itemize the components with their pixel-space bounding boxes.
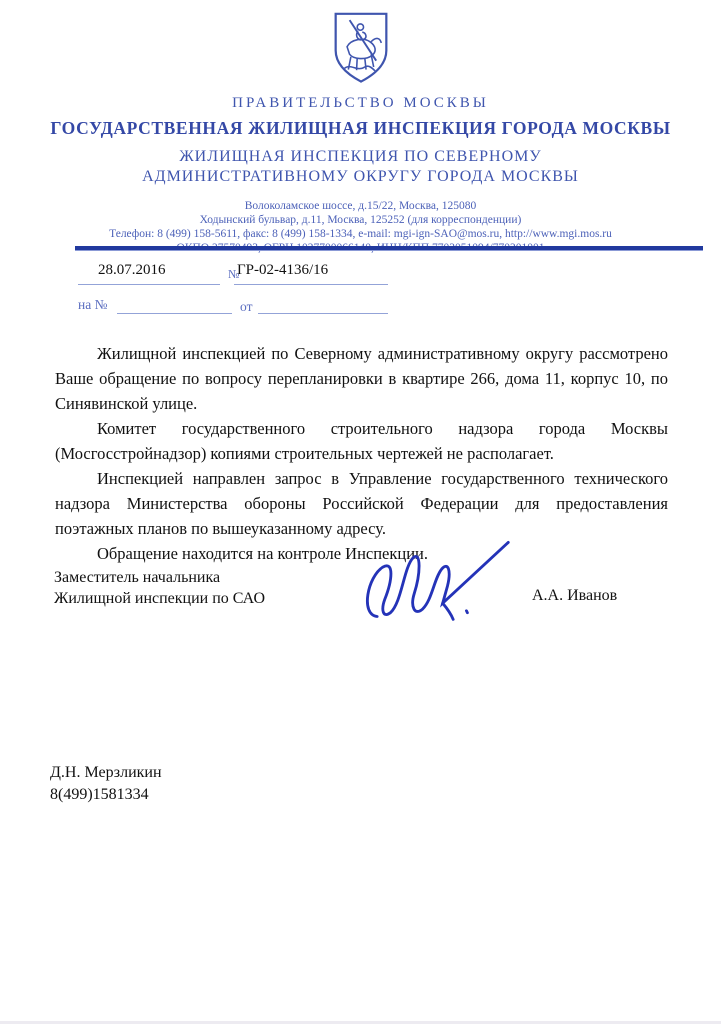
reply-to-label: на № <box>78 297 108 312</box>
reply-from-label: от <box>240 299 253 314</box>
letter-number: ГР-02-4136/16 <box>237 262 329 278</box>
letter-date: 28.07.2016 <box>98 262 166 278</box>
handwritten-signature <box>356 531 518 626</box>
signer-position <box>54 567 265 609</box>
number-underline <box>234 284 388 285</box>
letterhead-divider-rule <box>75 246 703 251</box>
executor-block <box>50 762 162 806</box>
signer-name: А.А. Иванов <box>532 587 618 604</box>
reply-number-underline <box>117 313 232 314</box>
paragraph-4: Обращение находится на контроле Инспекции. <box>97 544 429 563</box>
division-line-1: ЖИЛИЩНАЯ ИНСПЕКЦИЯ ПО СЕВЕРНОМУ <box>179 148 542 165</box>
letterhead <box>0 10 721 255</box>
government-title: ПРАВИТЕЛЬСТВО МОСКВЫ <box>232 95 489 111</box>
reply-date-underline <box>258 313 388 314</box>
address-line-1: Волоколамское шоссе, д.15/22, Москва, 125080 <box>244 200 477 212</box>
number-sign: № <box>228 267 240 281</box>
address-line-3: Телефон: 8 (499) 158-5611, факс: 8 (499) 158-1334, e-mail: mgi-ign-SAO@mos.ru, http://www.mgi.mos.ru <box>109 228 612 240</box>
address-line-2: Ходынский бульвар, д.11, Москва, 125252 (для корреспонденции) <box>199 214 522 226</box>
paragraph-2: Комитет государственного строительного надзора города Москвы (Мосгосстройнадзор) копиями строительных чертежей не располагает. <box>55 419 668 463</box>
date-underline <box>78 284 220 285</box>
division-line-2: АДМИНИСТРАТИВНОМУ ОКРУГУ ГОРОДА МОСКВЫ <box>142 168 579 185</box>
moscow-coat-of-arms-icon <box>323 10 399 86</box>
paragraph-1: Жилищной инспекцией по Северному административному округу рассмотрено Ваше обращение по вопросу перепланировки в квартире 266, дома 11, корпус 10, по Синявинской улице. <box>55 344 668 413</box>
executor-name: Д.Н. Мерзликин <box>50 764 162 781</box>
signer-position-line-1: Заместитель начальника <box>54 569 221 586</box>
organization-name: ГОСУДАРСТВЕННАЯ ЖИЛИЩНАЯ ИНСПЕКЦИЯ ГОРОДА МОСКВЫ <box>50 118 671 138</box>
paragraph-3: Инспекцией направлен запрос в Управление государственного технического надзора Министерства обороны Российской Федерации для предоставления поэтажных планов по вышеуказанному адресу. <box>55 469 668 538</box>
executor-phone: 8(499)1581334 <box>50 786 149 803</box>
division-name <box>0 147 721 187</box>
signer-position-line-2: Жилищной инспекции по САО <box>54 590 265 607</box>
